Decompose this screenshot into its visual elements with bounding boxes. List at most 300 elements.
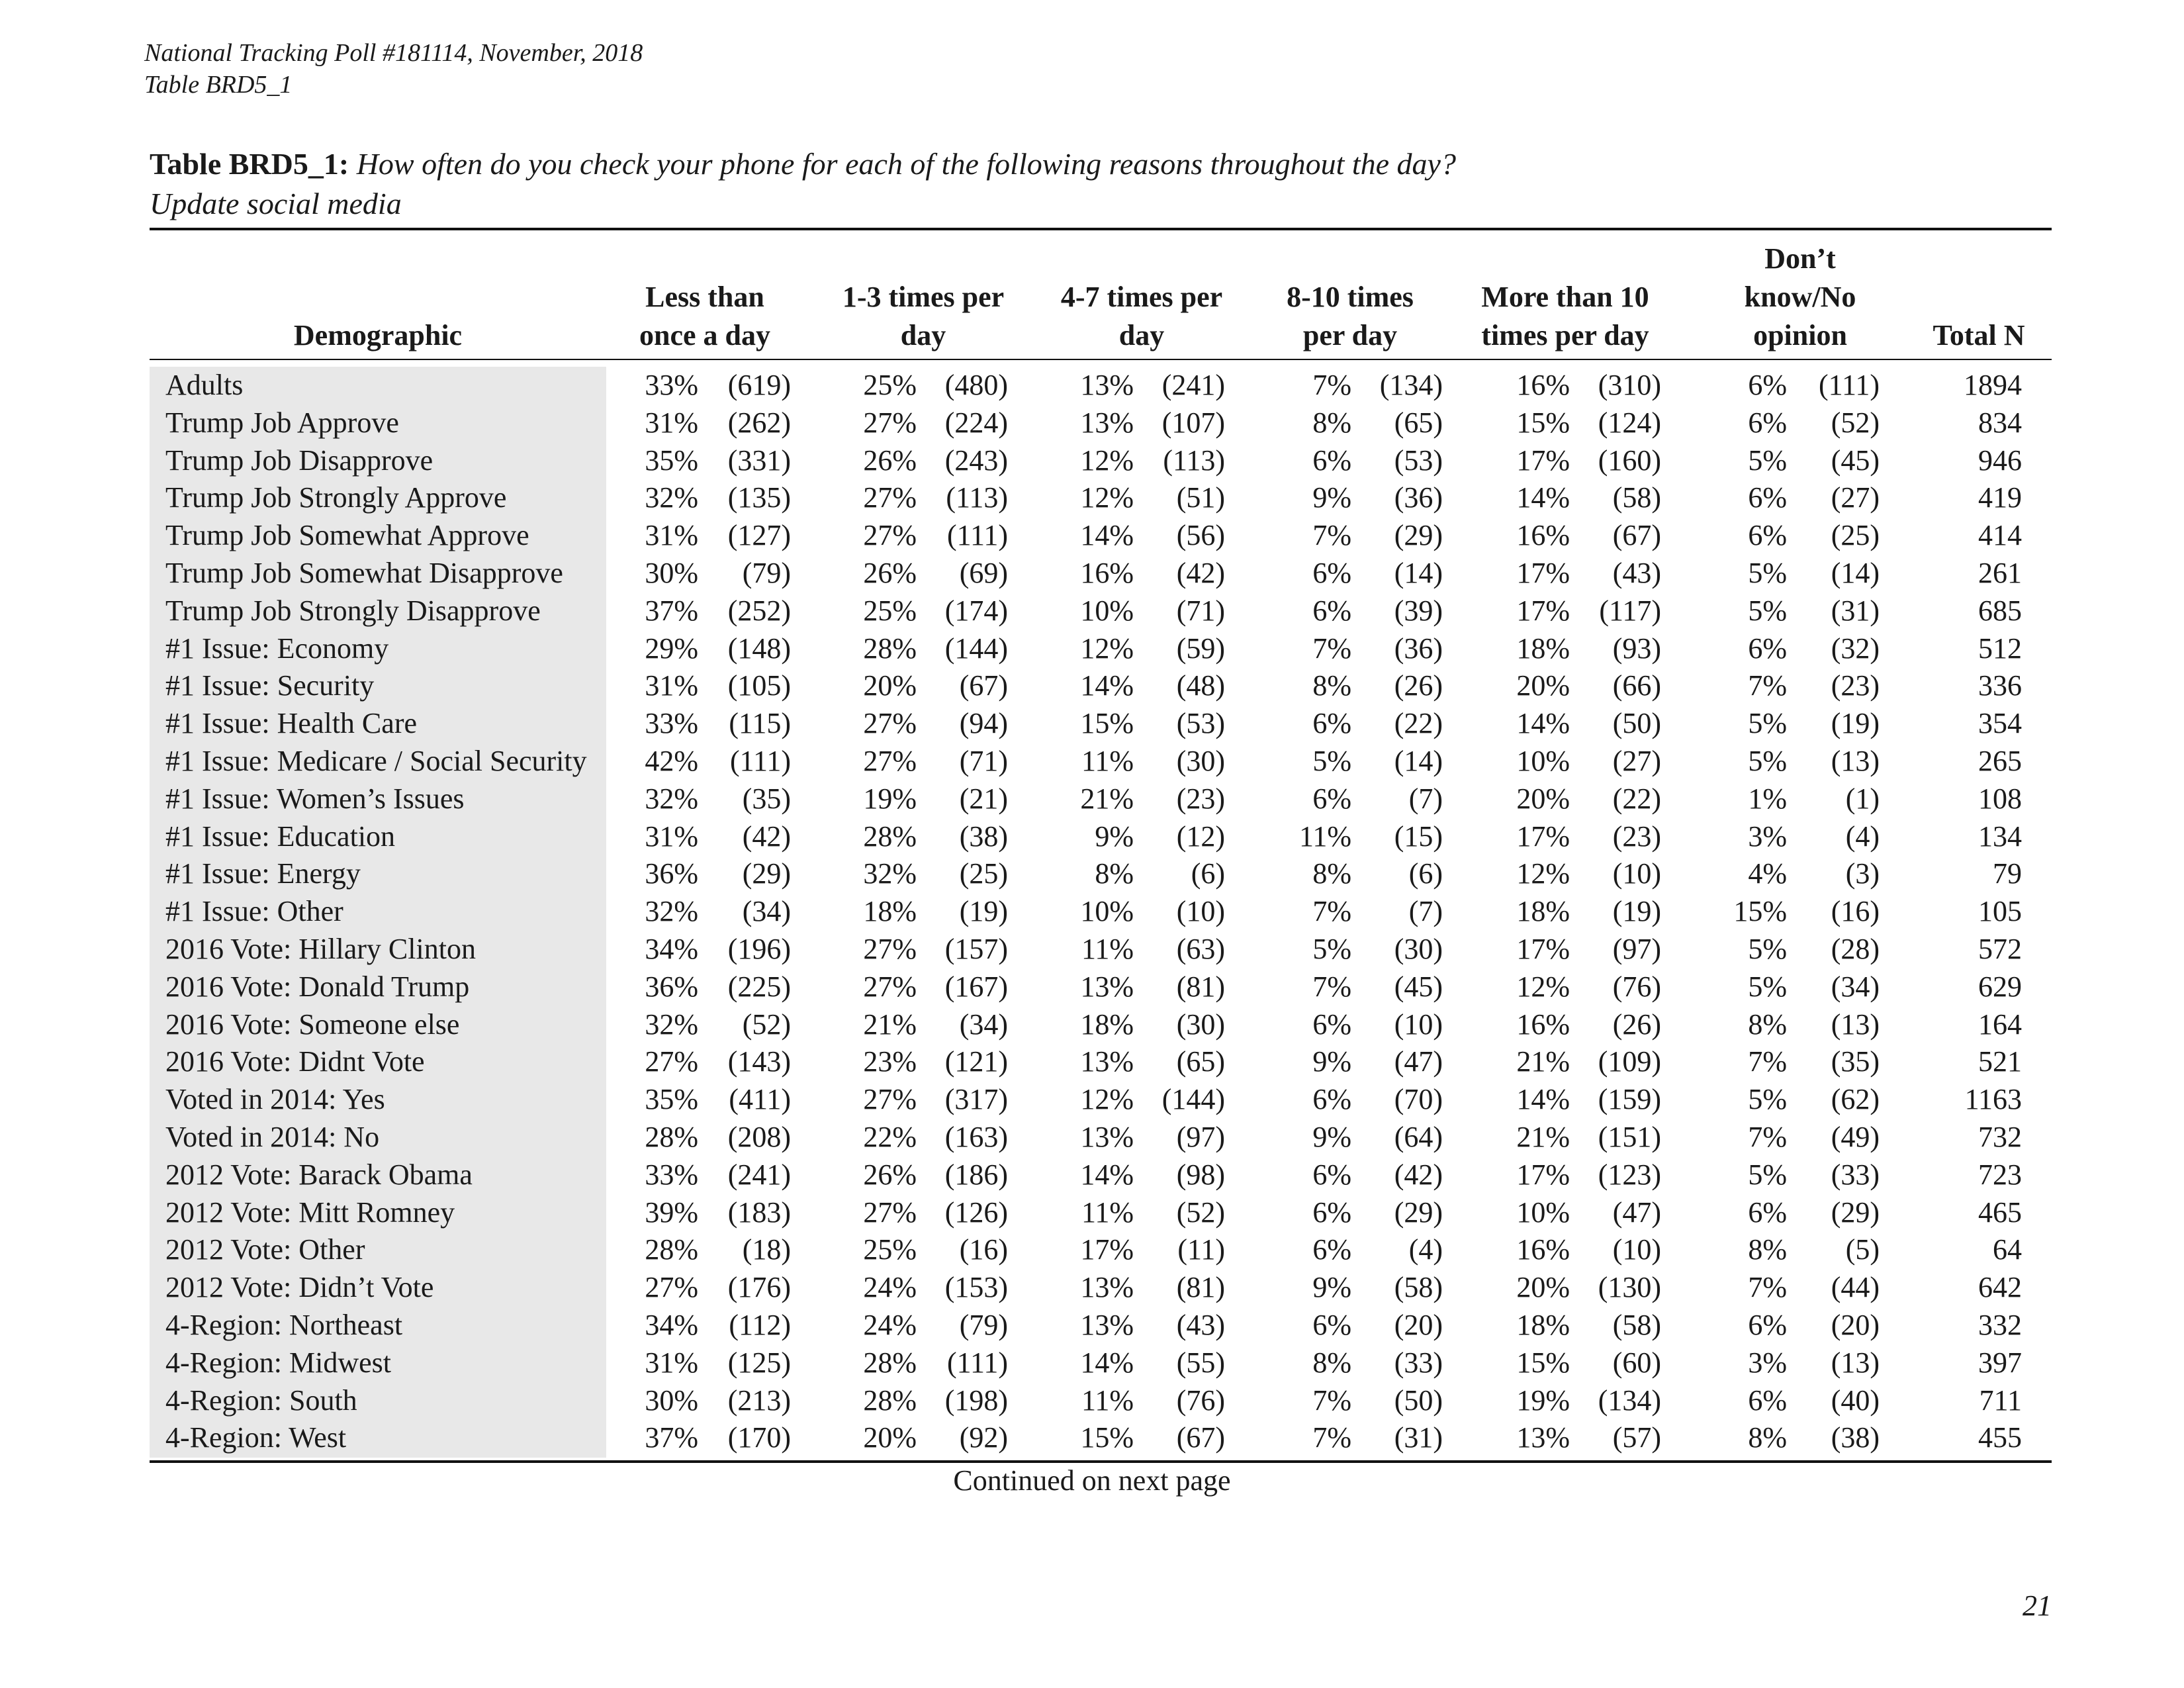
column-header-line: times per day — [1481, 319, 1649, 352]
total-n-cell: 946 — [1978, 444, 2022, 477]
percent-cell: 1% — [1748, 782, 1787, 815]
column-header-line: per day — [1302, 319, 1398, 352]
percent-cell: 24% — [863, 1271, 917, 1304]
count-cell: (13) — [1831, 1346, 1880, 1379]
percent-cell: 5% — [1748, 970, 1787, 1003]
percent-cell: 10% — [1080, 895, 1134, 928]
count-cell: (71) — [959, 744, 1008, 777]
count-cell: (125) — [727, 1346, 791, 1379]
total-n-cell: 834 — [1978, 406, 2022, 439]
count-cell: (22) — [1612, 782, 1661, 815]
percent-cell: 13% — [1516, 1421, 1570, 1454]
column-header-line: day — [900, 319, 946, 352]
percent-cell: 7% — [1312, 632, 1351, 665]
percent-cell: 12% — [1080, 632, 1134, 665]
count-cell: (43) — [1176, 1308, 1225, 1341]
count-cell: (45) — [1831, 444, 1880, 477]
count-cell: (111) — [1818, 369, 1880, 401]
percent-cell: 25% — [863, 594, 917, 627]
total-n-cell: 414 — [1978, 519, 2022, 552]
column-header — [1261, 238, 1439, 355]
percent-cell: 6% — [1312, 594, 1351, 627]
percent-cell: 31% — [645, 406, 698, 439]
percent-cell: 37% — [645, 594, 698, 627]
percent-cell: 13% — [1080, 406, 1134, 439]
demographic-label: 2012 Vote: Barack Obama — [165, 1158, 473, 1191]
count-cell: (42) — [742, 820, 791, 853]
count-cell: (112) — [729, 1308, 791, 1341]
count-cell: (29) — [1394, 519, 1443, 552]
count-cell: (76) — [1612, 970, 1661, 1003]
percent-cell: 17% — [1516, 444, 1570, 477]
total-n-cell: 108 — [1978, 782, 2022, 815]
count-cell: (58) — [1612, 481, 1661, 514]
percent-cell: 6% — [1312, 1233, 1351, 1266]
count-cell: (317) — [944, 1083, 1008, 1116]
percent-cell: 16% — [1516, 519, 1570, 552]
count-cell: (29) — [1831, 1196, 1880, 1229]
percent-cell: 14% — [1516, 1083, 1570, 1116]
count-cell: (30) — [1176, 744, 1225, 777]
table-row — [150, 968, 2052, 1006]
count-cell: (28) — [1831, 932, 1880, 965]
demographic-label: #1 Issue: Other — [165, 895, 343, 928]
percent-cell: 28% — [863, 1383, 917, 1417]
percent-cell: 21% — [1516, 1045, 1570, 1078]
total-n-cell: 265 — [1978, 744, 2022, 777]
table-row — [150, 1156, 2052, 1194]
demographic-label: #1 Issue: Education — [165, 820, 396, 853]
count-cell: (480) — [944, 369, 1008, 401]
total-n-cell: 336 — [1978, 669, 2022, 702]
count-cell: (97) — [1176, 1120, 1225, 1153]
percent-cell: 21% — [1516, 1120, 1570, 1153]
count-cell: (10) — [1612, 1233, 1661, 1266]
percent-cell: 28% — [863, 820, 917, 853]
percent-cell: 17% — [1516, 556, 1570, 589]
percent-cell: 10% — [1080, 594, 1134, 627]
count-cell: (109) — [1598, 1045, 1661, 1078]
percent-cell: 9% — [1312, 481, 1351, 514]
count-cell: (144) — [1161, 1083, 1225, 1116]
demographic-label: 4-Region: Northeast — [165, 1308, 403, 1341]
percent-cell: 7% — [1748, 1271, 1787, 1304]
percent-cell: 17% — [1516, 820, 1570, 853]
count-cell: (13) — [1831, 744, 1880, 777]
table-id: Table BRD5_1 — [144, 71, 293, 99]
count-cell: (14) — [1831, 556, 1880, 589]
percent-cell: 14% — [1080, 519, 1134, 552]
count-cell: (79) — [742, 556, 791, 589]
count-cell: (58) — [1394, 1271, 1443, 1304]
count-cell: (143) — [727, 1045, 791, 1078]
column-header-line: Demographic — [293, 319, 463, 352]
table-row — [150, 1006, 2052, 1044]
percent-cell: 6% — [1312, 1083, 1351, 1116]
percent-cell: 18% — [1516, 895, 1570, 928]
total-n-cell: 723 — [1978, 1158, 2022, 1191]
column-header — [1046, 238, 1238, 355]
percent-cell: 6% — [1312, 556, 1351, 589]
percent-cell: 15% — [1080, 1421, 1134, 1454]
percent-cell: 6% — [1748, 632, 1787, 665]
title-subtitle: Update social media — [150, 187, 402, 220]
count-cell: (34) — [742, 895, 791, 928]
demographic-label: Trump Job Strongly Disapprove — [165, 594, 541, 627]
percent-cell: 6% — [1312, 782, 1351, 815]
percent-cell: 14% — [1080, 669, 1134, 702]
total-n-cell: 629 — [1978, 970, 2022, 1003]
count-cell: (19) — [1612, 895, 1661, 928]
count-cell: (38) — [959, 820, 1008, 853]
count-cell: (67) — [1176, 1421, 1225, 1454]
count-cell: (619) — [727, 369, 791, 401]
percent-cell: 11% — [1081, 744, 1134, 777]
percent-cell: 5% — [1312, 744, 1351, 777]
count-cell: (42) — [1176, 556, 1225, 589]
demographic-label: Adults — [165, 369, 244, 401]
demographic-label: Trump Job Approve — [165, 406, 399, 439]
count-cell: (59) — [1176, 632, 1225, 665]
percent-cell: 12% — [1080, 444, 1134, 477]
percent-cell: 13% — [1080, 1271, 1134, 1304]
percent-cell: 15% — [1516, 406, 1570, 439]
count-cell: (42) — [1394, 1158, 1443, 1191]
percent-cell: 36% — [645, 857, 698, 890]
count-cell: (52) — [1176, 1196, 1225, 1229]
percent-cell: 27% — [863, 932, 917, 965]
percent-cell: 20% — [863, 669, 917, 702]
demographic-label: 2016 Vote: Hillary Clinton — [165, 932, 476, 965]
count-cell: (117) — [1599, 594, 1661, 627]
count-cell: (23) — [1831, 669, 1880, 702]
count-cell: (25) — [959, 857, 1008, 890]
demographic-label: 4-Region: South — [165, 1383, 357, 1417]
table-row — [150, 517, 2052, 555]
percent-cell: 12% — [1516, 970, 1570, 1003]
percent-cell: 21% — [863, 1008, 917, 1041]
count-cell: (10) — [1394, 1008, 1443, 1041]
percent-cell: 16% — [1516, 1008, 1570, 1041]
table-row — [150, 1043, 2052, 1081]
percent-cell: 13% — [1080, 369, 1134, 401]
total-n-cell: 79 — [1993, 857, 2022, 890]
percent-cell: 34% — [645, 1308, 698, 1341]
percent-cell: 18% — [1080, 1008, 1134, 1041]
count-cell: (34) — [959, 1008, 1008, 1041]
column-header — [1469, 238, 1661, 355]
percent-cell: 6% — [1312, 1008, 1351, 1041]
column-header — [1694, 238, 1906, 355]
count-cell: (27) — [1612, 744, 1661, 777]
percent-cell: 27% — [863, 406, 917, 439]
table-row — [150, 1419, 2052, 1457]
count-cell: (32) — [1831, 632, 1880, 665]
column-header — [1906, 238, 2052, 355]
header-rule — [150, 359, 2052, 360]
demographic-label: 4-Region: West — [165, 1421, 347, 1454]
percent-cell: 16% — [1080, 556, 1134, 589]
percent-cell: 6% — [1312, 1196, 1351, 1229]
table-row — [150, 893, 2052, 931]
count-cell: (65) — [1394, 406, 1443, 439]
count-cell: (36) — [1394, 481, 1443, 514]
count-cell: (262) — [727, 406, 791, 439]
column-header-line: 4-7 times per — [1060, 281, 1223, 313]
percent-cell: 32% — [645, 1008, 698, 1041]
total-n-cell: 685 — [1978, 594, 2022, 627]
column-header — [827, 238, 1019, 355]
table-row — [150, 855, 2052, 893]
count-cell: (53) — [1176, 707, 1225, 740]
count-cell: (93) — [1612, 632, 1661, 665]
percent-cell: 27% — [645, 1271, 698, 1304]
percent-cell: 9% — [1312, 1120, 1351, 1153]
demographic-label: #1 Issue: Medicare / Social Security — [165, 744, 587, 777]
table-row — [150, 404, 2052, 442]
demographic-label: #1 Issue: Women’s Issues — [165, 782, 465, 815]
table-row — [150, 1194, 2052, 1232]
count-cell: (159) — [1598, 1083, 1661, 1116]
count-cell: (126) — [944, 1196, 1008, 1229]
percent-cell: 18% — [863, 895, 917, 928]
percent-cell: 31% — [645, 519, 698, 552]
percent-cell: 16% — [1516, 1233, 1570, 1266]
table-row — [150, 442, 2052, 480]
percent-cell: 6% — [1312, 707, 1351, 740]
demographic-label: #1 Issue: Health Care — [165, 707, 417, 740]
count-cell: (111) — [946, 1346, 1008, 1379]
percent-cell: 30% — [645, 556, 698, 589]
count-cell: (81) — [1176, 970, 1225, 1003]
count-cell: (30) — [1394, 932, 1443, 965]
count-cell: (196) — [727, 932, 791, 965]
demographic-label: 2012 Vote: Mitt Romney — [165, 1196, 455, 1229]
percent-cell: 7% — [1312, 1421, 1351, 1454]
count-cell: (157) — [944, 932, 1008, 965]
count-cell: (27) — [1831, 481, 1880, 514]
demographic-label: #1 Issue: Energy — [165, 857, 361, 890]
table-row — [150, 1382, 2052, 1420]
percent-cell: 35% — [645, 444, 698, 477]
percent-cell: 9% — [1095, 820, 1134, 853]
demographic-label: #1 Issue: Economy — [165, 632, 389, 665]
count-cell: (29) — [742, 857, 791, 890]
percent-cell: 5% — [1748, 932, 1787, 965]
table-row — [150, 931, 2052, 968]
count-cell: (57) — [1612, 1421, 1661, 1454]
total-n-cell: 332 — [1978, 1308, 2022, 1341]
count-cell: (30) — [1176, 1008, 1225, 1041]
percent-cell: 5% — [1312, 932, 1351, 965]
count-cell: (49) — [1831, 1120, 1880, 1153]
count-cell: (13) — [1831, 1008, 1880, 1041]
count-cell: (98) — [1176, 1158, 1225, 1191]
count-cell: (45) — [1394, 970, 1443, 1003]
count-cell: (67) — [1612, 519, 1661, 552]
count-cell: (35) — [1831, 1045, 1880, 1078]
percent-cell: 5% — [1748, 556, 1787, 589]
count-cell: (36) — [1394, 632, 1443, 665]
count-cell: (15) — [1394, 820, 1443, 853]
percent-cell: 25% — [863, 369, 917, 401]
percent-cell: 6% — [1748, 369, 1787, 401]
percent-cell: 30% — [645, 1383, 698, 1417]
percent-cell: 26% — [863, 444, 917, 477]
percent-cell: 15% — [1733, 895, 1787, 928]
percent-cell: 25% — [863, 1233, 917, 1266]
count-cell: (107) — [1161, 406, 1225, 439]
percent-cell: 22% — [863, 1120, 917, 1153]
total-n-cell: 419 — [1978, 481, 2022, 514]
count-cell: (411) — [729, 1083, 791, 1116]
count-cell: (241) — [1161, 369, 1225, 401]
count-cell: (26) — [1612, 1008, 1661, 1041]
table-row — [150, 1269, 2052, 1307]
percent-cell: 15% — [1080, 707, 1134, 740]
count-cell: (134) — [1598, 1383, 1661, 1417]
table-row — [150, 479, 2052, 517]
percent-cell: 14% — [1080, 1346, 1134, 1379]
count-cell: (115) — [729, 707, 791, 740]
running-head — [144, 37, 643, 101]
count-cell: (14) — [1394, 744, 1443, 777]
total-n-cell: 642 — [1978, 1271, 2022, 1304]
percent-cell: 17% — [1516, 594, 1570, 627]
percent-cell: 16% — [1516, 369, 1570, 401]
percent-cell: 7% — [1312, 1383, 1351, 1417]
percent-cell: 8% — [1095, 857, 1134, 890]
total-n-cell: 512 — [1978, 632, 2022, 665]
percent-cell: 33% — [645, 1158, 698, 1191]
count-cell: (18) — [742, 1233, 791, 1266]
percent-cell: 31% — [645, 1346, 698, 1379]
table-row — [150, 667, 2052, 705]
poll-name: National Tracking Poll #181114, November, 2018 — [144, 39, 643, 67]
percent-cell: 7% — [1748, 1045, 1787, 1078]
column-header-line: once a day — [639, 319, 770, 352]
percent-cell: 5% — [1748, 444, 1787, 477]
count-cell: (20) — [1394, 1308, 1443, 1341]
demographic-label: 2016 Vote: Someone else — [165, 1008, 460, 1041]
table-row — [150, 592, 2052, 630]
percent-cell: 20% — [1516, 782, 1570, 815]
demographic-label: #1 Issue: Security — [165, 669, 375, 702]
total-n-cell: 1163 — [1964, 1083, 2022, 1116]
demographic-label: Trump Job Somewhat Disapprove — [165, 556, 563, 589]
count-cell: (19) — [959, 895, 1008, 928]
demographic-label: Voted in 2014: No — [165, 1120, 380, 1153]
count-cell: (47) — [1612, 1196, 1661, 1229]
percent-cell: 27% — [863, 519, 917, 552]
percent-cell: 7% — [1312, 970, 1351, 1003]
percent-cell: 18% — [1516, 632, 1570, 665]
count-cell: (38) — [1831, 1421, 1880, 1454]
count-cell: (47) — [1394, 1045, 1443, 1078]
count-cell: (66) — [1612, 669, 1661, 702]
demographic-label: 2016 Vote: Donald Trump — [165, 970, 470, 1003]
count-cell: (16) — [959, 1233, 1008, 1266]
count-cell: (92) — [959, 1421, 1008, 1454]
total-n-cell: 354 — [1978, 707, 2022, 740]
percent-cell: 7% — [1748, 669, 1787, 702]
percent-cell: 3% — [1748, 1346, 1787, 1379]
percent-cell: 5% — [1748, 1158, 1787, 1191]
percent-cell: 13% — [1080, 1120, 1134, 1153]
count-cell: (52) — [1831, 406, 1880, 439]
count-cell: (113) — [1163, 444, 1225, 477]
percent-cell: 7% — [1312, 895, 1351, 928]
percent-cell: 32% — [863, 857, 917, 890]
count-cell: (71) — [1176, 594, 1225, 627]
percent-cell: 36% — [645, 970, 698, 1003]
percent-cell: 6% — [1748, 1196, 1787, 1229]
table-body — [150, 367, 2052, 1457]
table-row — [150, 630, 2052, 668]
percent-cell: 8% — [1312, 1346, 1351, 1379]
table-row — [150, 818, 2052, 856]
count-cell: (113) — [946, 481, 1008, 514]
percent-cell: 10% — [1516, 744, 1570, 777]
count-cell: (29) — [1394, 1196, 1443, 1229]
percent-cell: 39% — [645, 1196, 698, 1229]
count-cell: (56) — [1176, 519, 1225, 552]
count-cell: (22) — [1394, 707, 1443, 740]
percent-cell: 17% — [1516, 1158, 1570, 1191]
percent-cell: 12% — [1080, 1083, 1134, 1116]
total-n-cell: 164 — [1978, 1008, 2022, 1041]
demographic-label: Voted in 2014: Yes — [165, 1083, 385, 1116]
percent-cell: 34% — [645, 932, 698, 965]
total-n-cell: 64 — [1993, 1233, 2022, 1266]
count-cell: (16) — [1831, 895, 1880, 928]
column-header-line: Total N — [1933, 319, 2025, 352]
percent-cell: 24% — [863, 1308, 917, 1341]
count-cell: (124) — [1598, 406, 1661, 439]
demographic-label: Trump Job Strongly Approve — [165, 481, 507, 514]
count-cell: (20) — [1831, 1308, 1880, 1341]
count-cell: (167) — [944, 970, 1008, 1003]
count-cell: (33) — [1394, 1346, 1443, 1379]
column-header-line: More than 10 — [1481, 281, 1649, 313]
percent-cell: 6% — [1312, 444, 1351, 477]
percent-cell: 20% — [863, 1421, 917, 1454]
percent-cell: 11% — [1081, 1383, 1134, 1417]
percent-cell: 11% — [1081, 932, 1134, 965]
demographic-label: Trump Job Disapprove — [165, 444, 433, 477]
count-cell: (21) — [959, 782, 1008, 815]
count-cell: (52) — [742, 1008, 791, 1041]
count-cell: (225) — [727, 970, 791, 1003]
total-n-cell: 572 — [1978, 932, 2022, 965]
count-cell: (183) — [727, 1196, 791, 1229]
total-n-cell: 105 — [1978, 895, 2022, 928]
count-cell: (151) — [1598, 1120, 1661, 1153]
percent-cell: 5% — [1748, 594, 1787, 627]
column-header-line: Don’t — [1764, 242, 1836, 275]
count-cell: (134) — [1379, 369, 1443, 401]
table-row — [150, 1231, 2052, 1269]
total-n-cell: 261 — [1978, 556, 2022, 589]
percent-cell: 14% — [1516, 481, 1570, 514]
percent-cell: 5% — [1748, 744, 1787, 777]
count-cell: (3) — [1845, 857, 1880, 890]
percent-cell: 28% — [645, 1120, 698, 1153]
count-cell: (163) — [944, 1120, 1008, 1153]
percent-cell: 5% — [1748, 707, 1787, 740]
percent-cell: 33% — [645, 707, 698, 740]
count-cell: (31) — [1831, 594, 1880, 627]
